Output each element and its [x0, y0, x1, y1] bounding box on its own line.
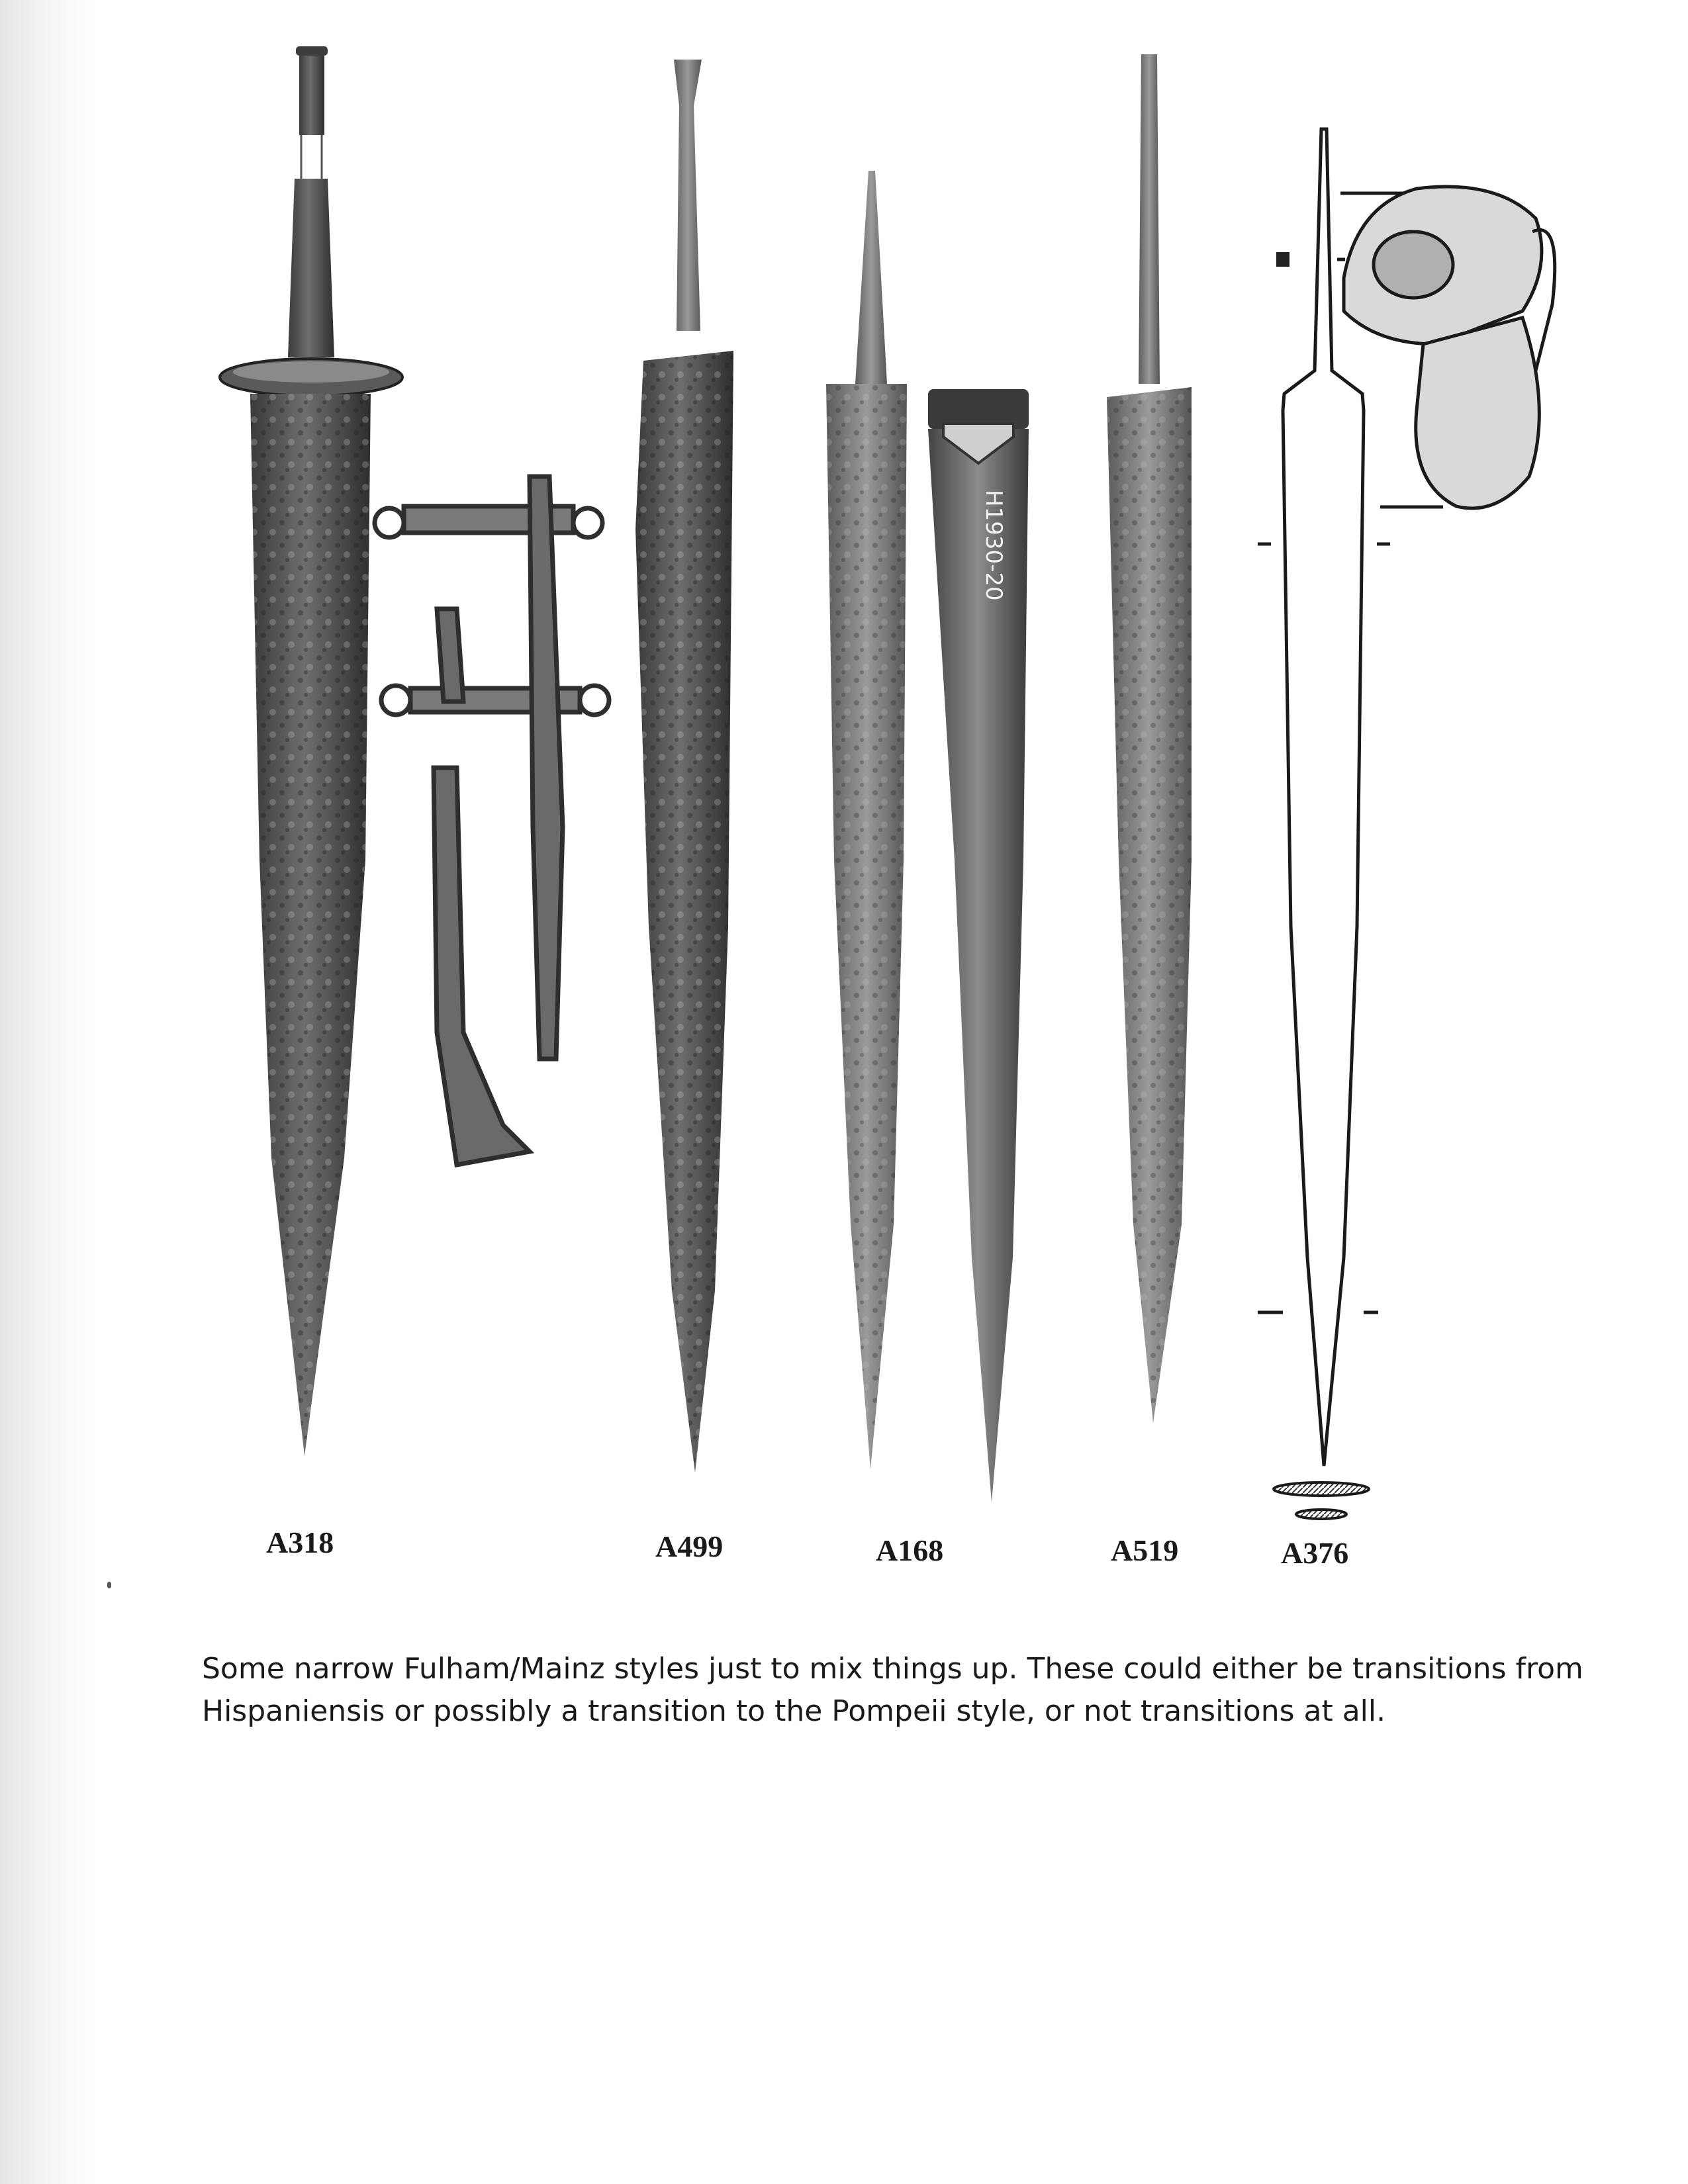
caption-line-1: Some narrow Fulham/Mainz styles just to mix things up. These could either be transitions from — [202, 1652, 1583, 1686]
sword-a499 — [635, 60, 733, 1473]
scabbard-fittings — [375, 477, 609, 1165]
sword-a318 — [220, 46, 402, 1456]
sword-a168 — [826, 171, 907, 1469]
label-a499: A499 — [655, 1529, 724, 1563]
label-a519: A519 — [1111, 1533, 1179, 1567]
label-a376: A376 — [1281, 1536, 1349, 1570]
figure-caption — [202, 1648, 1583, 1733]
sword-a519 — [1107, 54, 1192, 1423]
scabbard-inscription: H1930-20 — [980, 490, 1007, 601]
label-a168: A168 — [876, 1533, 944, 1567]
sword-a376-drawing — [1283, 129, 1364, 1466]
hilt-fragment-drawing — [1344, 187, 1555, 508]
caption-line-2: Hispaniensis or possibly a transition to the Pompeii style, or not transitions at all. — [202, 1694, 1386, 1728]
section-profiles — [1274, 1482, 1369, 1519]
scabbard-h1930-20 — [928, 389, 1029, 1502]
label-a318: A318 — [266, 1525, 334, 1559]
